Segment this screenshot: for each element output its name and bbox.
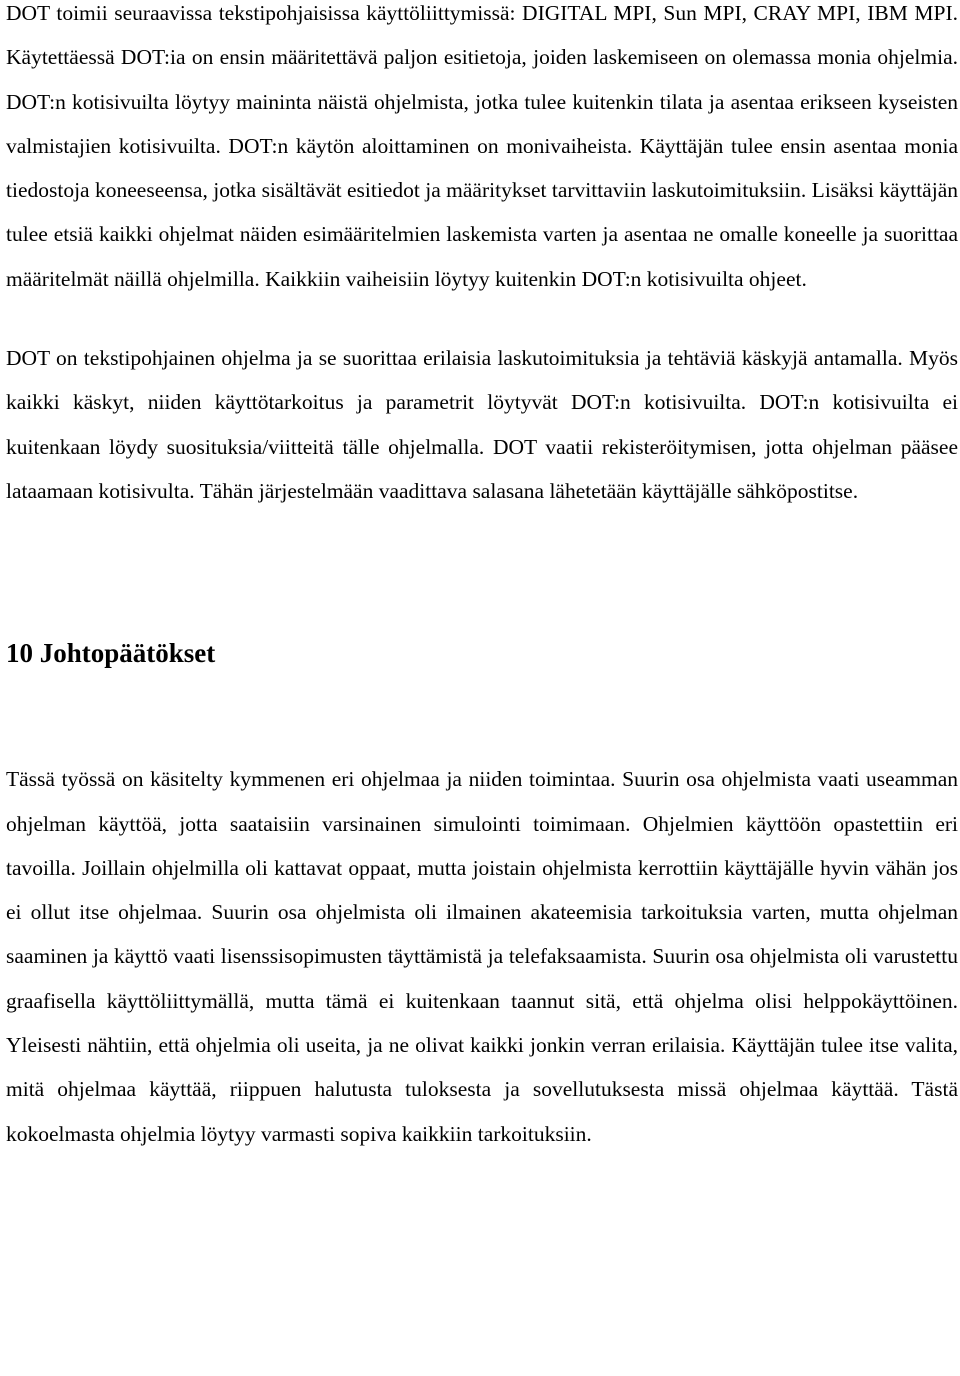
body-paragraph-conclusions: Tässä työssä on käsitelty kymmenen eri ohjelmaa ja niiden toimintaa. Suurin osa ohjelmista vaati useamman ohjelman käyttöä, jotta saataisiin varsinainen simulointi toimimaan. Ohjelmien käyttöön opastettiin eri tavoilla. Joillain ohjelmilla oli kattavat oppaat, mutta joistain ohjelmista kerrottiin käyttäjälle hyvin vähän jos ei ollut itse ohjelmaa. Suurin osa ohjelmista oli ilmainen akateemisia tarkoituksia varten, mutta ohjelman saaminen ja käyttö vaati lisenssisopimusten täyttämistä ja telefaksaamista. Suurin osa ohjelmista oli varustettu graafisella käyttöliittymällä, mutta tämä ei kuitenkaan taannut sitä, että ohjelma olisi helppokäyttöinen. Yleisesti nähtiin, että ohjelmia oli useita, ja ne olivat kaikki jonkin verran erilaisia. Käyttäjän tulee itse valita, mitä ohjelmaa käyttää, riippuen halutusta tuloksesta ja sovellutuksesta missä ohjelmaa käyttää. Tästä kokoelmasta ohjelmia löytyy varmasti sopiva kaikkiin tarkoituksiin. [6,767,958,1146]
document-page [6,0,958,1156]
body-paragraph-dot-commands: DOT on tekstipohjainen ohjelma ja se suorittaa erilaisia laskutoimituksia ja tehtäviä käskyjä antamalla. Myös kaikki käskyt, niiden käyttötarkoitus ja parametrit löytyvät DOT:n kotisivuilta. DOT:n kotisivuilta ei kuitenkaan löydy suosituksia/viitteitä tälle ohjelmalla. DOT vaatii rekisteröitymisen, jotta ohjelman pääsee lataamaan kotisivulta. Tähän järjestelmään vaadittava salasana lähetetään käyttäjälle sähköpostitse. [6,346,958,503]
section-heading: 10 Johtopäätökset [6,638,216,669]
body-paragraph-dot-interfaces: DOT toimii seuraavissa tekstipohjaisissa käyttöliittymissä: DIGITAL MPI, Sun MPI, CRAY MPI, IBM MPI. Käytettäessä DOT:ia on ensin määritettävä paljon esitietoja, joiden laskemiseen on olemassa monia ohjelmia. DOT:n kotisivuilta löytyy maininta näistä ohjelmista, jotka tulee kuitenkin tilata ja asentaa erikseen kyseisten valmistajien kotisivuilta. DOT:n käytön aloittaminen on monivaiheista. Käyttäjän tulee ensin asentaa monia tiedostoja koneeseensa, jotka sisältävät esitiedot ja määritykset tarvittaviin laskutoimituksiin. Lisäksi käyttäjän tulee etsiä kaikki ohjelmat näiden esimääritelmien laskemista varten ja asentaa ne omalle koneelle ja suorittaa määritelmät näillä ohjelmilla. Kaikkiin vaiheisiin löytyy kuitenkin DOT:n kotisivuilta ohjeet. [6,1,958,291]
